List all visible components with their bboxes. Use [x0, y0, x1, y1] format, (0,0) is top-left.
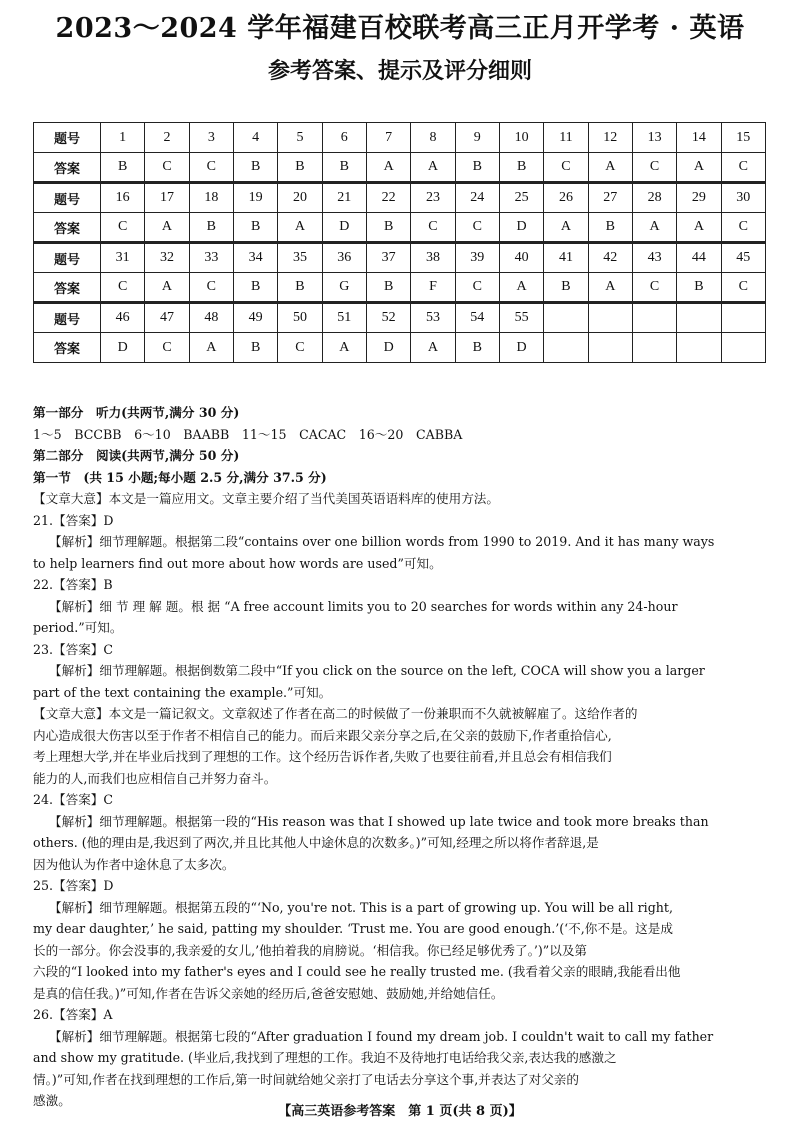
text-line: 22.【答案】B [33, 577, 113, 592]
text-line: 【解析】细节理解题。根据第七段的“After graduation I found my dream job. I couldn't wait to call my father [49, 1028, 714, 1044]
answer-cell: C [455, 213, 499, 243]
question-cell: 8 [411, 123, 455, 153]
answer-cell: B [366, 273, 410, 303]
answer-cell: A [588, 153, 632, 183]
question-cell: 2 [145, 123, 189, 153]
answer-cell: B [544, 273, 588, 303]
answer-cell: A [544, 213, 588, 243]
answer-row-header: 答案 [34, 153, 101, 183]
answer-cell: B [278, 153, 322, 183]
question-cell: 43 [632, 243, 676, 273]
question-cell: 26 [544, 183, 588, 213]
text-line: and show my gratitude. (毕业后,我找到了理想的工作。我迫不及待地打电话给我父亲,表达我的感激之 [33, 1050, 617, 1065]
answer-cell: C [721, 153, 765, 183]
answer-cell: C [721, 213, 765, 243]
answer-cell: D [101, 333, 145, 363]
answer-cell: B [455, 333, 499, 363]
question-cell: 36 [322, 243, 366, 273]
question-cell: 11 [544, 123, 588, 153]
question-row [34, 123, 766, 153]
question-cell: 55 [499, 303, 543, 333]
answer-row-header: 答案 [34, 213, 101, 243]
answer-cell: A [366, 153, 410, 183]
text-line: 感激。 [33, 1093, 71, 1108]
answer-cell [721, 333, 765, 363]
question-cell [544, 303, 588, 333]
answer-cell: B [278, 273, 322, 303]
answer-cell: F [411, 273, 455, 303]
question-cell: 42 [588, 243, 632, 273]
question-cell: 21 [322, 183, 366, 213]
text-line: 【文章大意】本文是一篇应用文。文章主要介绍了当代美国英语语料库的使用方法。 [33, 491, 499, 506]
question-cell: 9 [455, 123, 499, 153]
answer-cell: B [189, 213, 233, 243]
question-cell: 15 [721, 123, 765, 153]
question-row-header: 题号 [34, 123, 101, 153]
question-cell: 31 [101, 243, 145, 273]
answer-cell: C [278, 333, 322, 363]
answer-cell: C [721, 273, 765, 303]
answer-cell: A [145, 213, 189, 243]
answer-explanations [33, 402, 771, 1112]
question-cell: 54 [455, 303, 499, 333]
text-line: my dear daughter,’ he said, patting my shoulder. ‘Trust me. You are good enough.’(‘不,你不是。这是成 [33, 921, 673, 936]
answer-cell: A [632, 213, 676, 243]
question-cell [588, 303, 632, 333]
question-cell: 3 [189, 123, 233, 153]
answer-cell: D [322, 213, 366, 243]
question-cell: 10 [499, 123, 543, 153]
answer-row [34, 213, 766, 243]
question-cell: 7 [366, 123, 410, 153]
answer-cell: B [101, 153, 145, 183]
answer-cell: B [233, 333, 277, 363]
question-cell: 17 [145, 183, 189, 213]
section-heading: 第一部分 听力(共两节,满分 30 分) [33, 405, 240, 420]
page-subtitle: 参考答案、提示及评分细则 [267, 58, 532, 84]
answer-cell: C [145, 333, 189, 363]
text-line: 情。)”可知,作者在找到理想的工作后,第一时间就给她父亲打了电话去分享这个事,并表达了对父亲的 [33, 1071, 579, 1087]
question-cell: 35 [278, 243, 322, 273]
text-line: 长的一部分。你会没事的,我亲爱的女儿,’他拍着我的肩膀说。‘相信我。你已经足够优秀了。’)”以及第 [33, 942, 588, 958]
question-cell: 4 [233, 123, 277, 153]
question-cell: 49 [233, 303, 277, 333]
answer-cell: C [145, 153, 189, 183]
question-cell: 27 [588, 183, 632, 213]
question-cell: 18 [189, 183, 233, 213]
answer-cell: B [499, 153, 543, 183]
answer-cell: B [233, 153, 277, 183]
question-row-header: 题号 [34, 243, 101, 273]
text-line: 【解析】细节理解题。根据第二段“contains over one billion words from 1990 to 2019. And it has many ways [49, 534, 715, 549]
page-footer: 【高三英语参考答案 第 1 页(共 8 页)】 [278, 1104, 522, 1119]
section-heading: 第二部分 阅读(共两节,满分 50 分) [33, 448, 240, 463]
question-cell: 20 [278, 183, 322, 213]
answer-cell: B [588, 213, 632, 243]
answer-row [34, 333, 766, 363]
text-line: 【解析】细节理解题。根据倒数第二段中“If you click on the source on the left, COCA will show you a larger [49, 663, 705, 678]
question-cell: 28 [632, 183, 676, 213]
text-line: 【解析】细节理解题。根据第五段的“‘No, you're not. This is a part of growing up. You will be all right, [49, 899, 673, 915]
question-cell: 33 [189, 243, 233, 273]
question-cell: 48 [189, 303, 233, 333]
answer-table [33, 122, 766, 363]
answer-row-header: 答案 [34, 273, 101, 303]
answer-cell [588, 333, 632, 363]
answer-cell: C [632, 153, 676, 183]
question-row-header: 题号 [34, 303, 101, 333]
answer-cell: C [411, 213, 455, 243]
text-line: 【解析】细节理解题。根据第一段的“His reason was that I showed up late twice and took more breaks than [49, 813, 709, 829]
text-line: to help learners find out more about how words are used”可知。 [33, 555, 442, 571]
question-row-header: 题号 [34, 183, 101, 213]
question-cell: 44 [677, 243, 721, 273]
answer-cell: C [101, 213, 145, 243]
question-cell [677, 303, 721, 333]
question-cell: 46 [101, 303, 145, 333]
answer-cell: A [145, 273, 189, 303]
question-cell: 6 [322, 123, 366, 153]
answer-cell: A [189, 333, 233, 363]
text-line: 25.【答案】D [33, 878, 114, 893]
answer-cell: C [189, 153, 233, 183]
answer-row [34, 153, 766, 183]
answer-cell: D [499, 213, 543, 243]
question-cell: 23 [411, 183, 455, 213]
answer-cell: B [677, 273, 721, 303]
text-line: 【文章大意】本文是一篇记叙文。文章叙述了作者在高二的时候做了一份兼职而不久就被解雇了。这给作者的 [33, 706, 638, 721]
question-cell: 52 [366, 303, 410, 333]
answer-cell: B [322, 153, 366, 183]
question-cell: 45 [721, 243, 765, 273]
answer-cell: G [322, 273, 366, 303]
answer-row [34, 273, 766, 303]
answer-cell: C [455, 273, 499, 303]
question-cell: 13 [632, 123, 676, 153]
answer-cell: A [677, 153, 721, 183]
text-line: 1～5 BCCBB 6～10 BAABB 11～15 CACAC 16～20 CABBA [33, 426, 463, 442]
question-cell: 50 [278, 303, 322, 333]
text-line: 21.【答案】D [33, 512, 114, 528]
text-line: 内心造成很大伤害以至于作者不相信自己的能力。而后来跟父亲分享之后,在父亲的鼓励下,作者重拾信心, [33, 727, 612, 743]
text-line: 26.【答案】A [33, 1007, 113, 1022]
text-line: period.”可知。 [33, 620, 123, 635]
question-cell: 22 [366, 183, 410, 213]
question-cell: 38 [411, 243, 455, 273]
question-row [34, 303, 766, 333]
answer-cell: C [632, 273, 676, 303]
text-line: 考上理想大学,并在毕业后找到了理想的工作。这个经历告诉作者,失败了也要往前看,并且总会有相信我们 [33, 749, 612, 764]
answer-cell: A [588, 273, 632, 303]
question-row [34, 183, 766, 213]
question-cell: 16 [101, 183, 145, 213]
text-line: others. (他的理由是,我迟到了两次,并且比其他人中途休息的次数多。)”可知,经理之所以将作者辞退,是 [33, 835, 599, 850]
answer-cell: C [189, 273, 233, 303]
text-line: 因为他认为作者中途休息了太多次。 [33, 856, 235, 872]
text-line: 24.【答案】C [33, 792, 114, 807]
answer-cell: C [101, 273, 145, 303]
answer-cell [677, 333, 721, 363]
question-cell: 51 [322, 303, 366, 333]
question-cell: 1 [101, 123, 145, 153]
question-cell: 41 [544, 243, 588, 273]
text-line: part of the text containing the example.”可知。 [33, 684, 332, 700]
text-line: 是真的信任我。)”可知,作者在告诉父亲她的经历后,爸爸安慰她、鼓励她,并给她信任。 [33, 985, 504, 1001]
question-cell: 39 [455, 243, 499, 273]
text-line: 23.【答案】C [33, 641, 114, 657]
question-cell: 5 [278, 123, 322, 153]
answer-cell: D [366, 333, 410, 363]
answer-cell: B [366, 213, 410, 243]
question-cell [721, 303, 765, 333]
question-cell: 19 [233, 183, 277, 213]
answer-cell [544, 333, 588, 363]
question-cell: 12 [588, 123, 632, 153]
answer-cell: A [677, 213, 721, 243]
section-heading: 第一节 (共 15 小题;每小题 2.5 分,满分 37.5 分) [33, 469, 327, 485]
question-cell: 29 [677, 183, 721, 213]
text-line: 能力的人,而我们也应相信自己并努力奋斗。 [33, 770, 277, 786]
answer-cell: A [411, 153, 455, 183]
question-cell: 53 [411, 303, 455, 333]
answer-cell: D [499, 333, 543, 363]
answer-cell [632, 333, 676, 363]
question-cell: 34 [233, 243, 277, 273]
question-cell: 37 [366, 243, 410, 273]
answer-cell: B [233, 213, 277, 243]
question-cell: 25 [499, 183, 543, 213]
answer-cell: A [322, 333, 366, 363]
question-row [34, 243, 766, 273]
text-line: 【解析】细 节 理 解 题。根 据 “A free account limits you to 20 searches for words within any 24-hour [49, 598, 678, 614]
text-line: 六段的“I looked into my father's eyes and I could see he really trusted me. (我看着父亲的眼睛,我能看出他 [33, 964, 681, 979]
question-cell [632, 303, 676, 333]
answer-cell: A [499, 273, 543, 303]
answer-cell: B [233, 273, 277, 303]
question-cell: 40 [499, 243, 543, 273]
answer-cell: A [411, 333, 455, 363]
question-cell: 24 [455, 183, 499, 213]
answer-cell: A [278, 213, 322, 243]
question-cell: 32 [145, 243, 189, 273]
question-cell: 30 [721, 183, 765, 213]
question-cell: 47 [145, 303, 189, 333]
answer-cell: C [544, 153, 588, 183]
answer-cell: B [455, 153, 499, 183]
question-cell: 14 [677, 123, 721, 153]
answer-row-header: 答案 [34, 333, 101, 363]
page-title: 2023～2024 学年福建百校联考高三正月开学考 · 英语 [55, 13, 745, 44]
